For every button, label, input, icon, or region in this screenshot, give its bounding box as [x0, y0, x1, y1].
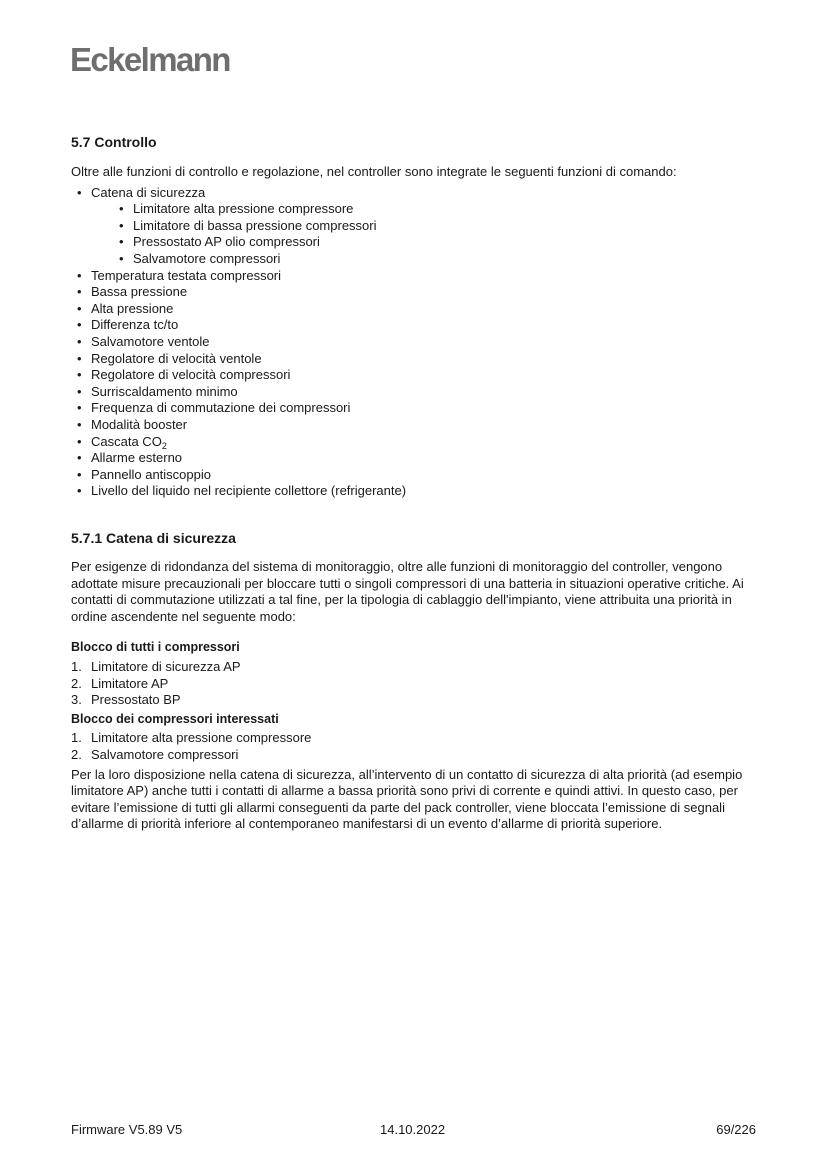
- subsection-catena: [71, 529, 761, 833]
- list-item-text: Limitatore AP: [91, 675, 169, 691]
- list-item: • Differenza tc/to: [71, 317, 761, 334]
- block-all-title: Blocco di tutti i compressori: [71, 640, 240, 655]
- list-item: [71, 434, 761, 451]
- list-item-text: Pressostato BP: [91, 692, 181, 708]
- function-list: [71, 185, 761, 500]
- list-item: • Pannello antiscoppio: [71, 467, 761, 484]
- list-item: 3. Pressostato BP: [71, 692, 181, 708]
- list-item-text: Salvamotore compressori: [91, 746, 239, 762]
- list-subitem: • Limitatore di bassa pressione compressori: [71, 218, 761, 235]
- list-subitem: • Salvamotore compressori: [71, 251, 761, 268]
- list-item: • Bassa pressione: [71, 284, 761, 301]
- list-item: • Surriscaldamento minimo: [71, 384, 761, 401]
- footer-page-number: 69/226: [716, 1122, 756, 1137]
- list-item: • Salvamotore ventole: [71, 334, 761, 351]
- subsection-title: 5.7.1 Catena di sicurezza: [71, 530, 236, 546]
- list-item: • Regolatore di velocità compressori: [71, 367, 761, 384]
- subsection-intro: Per esigenze di ridondanza del sistema di monitoraggio, oltre alle funzioni di monitoraggio del controller, vengono adottate misure precauzionali per bloccare tutti o singoli compressori di una batteria in situazioni operative critiche. Ai contatti di commutazione utilizzati a tal fine, per la tipologia di cablaggio dell'impianto, viene attribuita una priorità in ordine ascendente nel seguente modo:: [71, 559, 744, 624]
- section-controllo: [71, 133, 761, 500]
- list-item-text: Limitatore alta pressione compressore: [91, 730, 312, 746]
- list-item: 2. Salvamotore compressori: [71, 746, 239, 762]
- list-item: • Allarme esterno: [71, 450, 761, 467]
- section-intro: Oltre alle funzioni di controllo e regolazione, nel controller sono integrate le seguenti funzioni di comando:: [71, 164, 677, 179]
- list-subitem: • Pressostato AP olio compressori: [71, 234, 761, 251]
- list-item: • Regolatore di velocità ventole: [71, 351, 761, 368]
- list-item-text: Cascata CO: [91, 433, 162, 449]
- list-item: • Frequenza di commutazione dei compressori: [71, 400, 761, 417]
- list-item: • Catena di sicurezza: [71, 185, 761, 202]
- block-some-title: Blocco dei compressori interessati: [71, 711, 279, 726]
- list-item: 1. Limitatore alta pressione compressore: [71, 730, 312, 746]
- block-some-list: [71, 730, 761, 763]
- list-item: • Livello del liquido nel recipiente collettore (refrigerante): [71, 483, 761, 500]
- footer-firmware: Firmware V5.89 V5: [71, 1122, 183, 1137]
- list-item: • Temperatura testata compressori: [71, 268, 761, 285]
- list-item: 2. Limitatore AP: [71, 675, 169, 691]
- eckelmann-logo: Eckelmann: [70, 41, 230, 78]
- list-item: • Alta pressione: [71, 301, 761, 318]
- subscript: 2: [161, 440, 167, 451]
- list-item-text: Limitatore di sicurezza AP: [91, 658, 241, 674]
- list-item: • Modalità booster: [71, 417, 761, 434]
- list-subitem: • Limitatore alta pressione compressore: [71, 201, 761, 218]
- list-item: 1. Limitatore di sicurezza AP: [71, 658, 241, 674]
- block-all-list: [71, 659, 761, 709]
- footer-date: 14.10.2022: [380, 1122, 446, 1137]
- closing-paragraph: Per la loro disposizione nella catena di sicurezza, all’intervento di un contatto di sicurezza di alta priorità (ad esempio limitatore AP) anche tutti i contatti di allarme a bassa priorità sono privi di corrente e quindi attivi. In questo caso, per evitare l’emissione di tutti gli allarmi conseguenti da parte del pack controller, viene bloccata l’emissione di segnali d’allarme di priorità inferiore al contemporaneo manifestarsi di un evento d’allarme di priorità superiore.: [71, 766, 743, 832]
- section-title: 5.7 Controllo: [71, 134, 157, 150]
